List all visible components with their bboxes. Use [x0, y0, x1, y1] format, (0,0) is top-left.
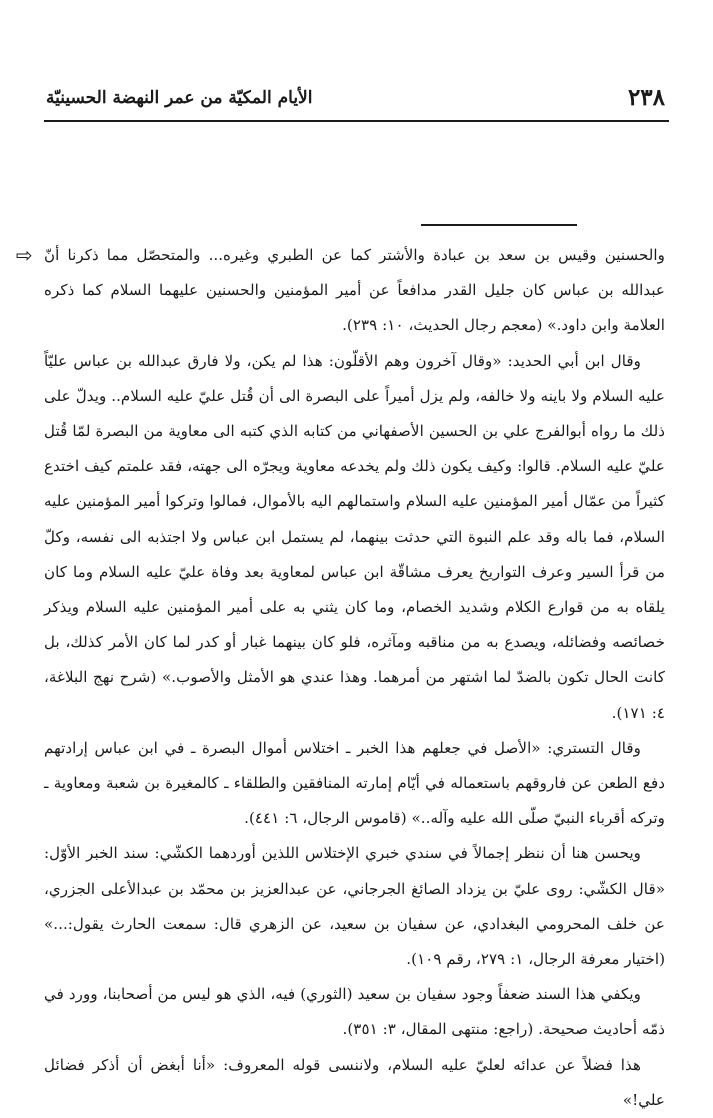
- footnote-paragraph: وقال ابن أبي الحديد: «وقال آخرون وهم الأقلّون: هذا لم يكن، ولا فارق عبدالله بن عباس عليّاً عليه السلام ولا باينه ولا خالفه، ولم يزل أميراً على البصرة الى أن قُتل عليّ عليه السلام.. ويدلّ على ذلك ما رواه أبوالفرج علي بن الحسين الأصفهاني من كتابه الذي كتبه الى معاوية من البصرة لمّا قُتل عليّ عليه السلام. قالوا: وكيف يكون ذلك ولم يخدعه معاوية ويجرّه الى جهته، فقد علمتم كيف اختدع كثيراً من عمّال أمير المؤمنين عليه السلام واستمالهم اليه بالأموال، فمالوا وتركوا أمير المؤمنين عليه السلام، فما باله وقد علم النبوة التي حدثت بينهما، لم يستمل ابن عباس ولا اجتذبه الى نفسه، وكلّ من قرأ السير وعرف التواريخ يعرف مشاقّة ابن عباس لمعاوية بعد وفاة عليّ عليه السلام وما كان يلقاه به من قوارع الكلام وشديد الخصام، وما كان يثني به على أمير المؤمنين عليه السلام ويذكر خصائصه وفضائله، ويصدع به من مناقبه ومآثره، فلو كان بينهما غبار أو كدر لما كان الأمر كذلك، بل كانت الحال تكون بالضدّ لما اشتهر من أمرهما. وهذا عندي هو الأمثل والأصوب.» (شرح نهج البلاغة، ٤: ١٧١).: [44, 351, 665, 722]
- footnote-paragraph: هذا فضلاً عن عدائه لعليّ عليه السلام، ولاننسى قوله المعروف: «أنا أبغض أن أذكر فضائل علي!»: [44, 1055, 665, 1109]
- footnote-separator: [421, 224, 577, 226]
- footnote-paragraph: وقال التستري: «الأصل في جعلهم هذا الخبر ـ اختلاس أموال البصرة ـ في ابن عباس إرادتهم دفع الطعن عن فاروقهم باستعماله في أيّام إمارته المنافقين والطلقاء ـ كالمغيرة بن شعبة ومعاوية ـ وتركه أقرباء النبيّ صلّى الله عليه وآله..» (قاموس الرجال، ٦: ٤٤١).: [44, 738, 665, 828]
- continuation-arrow-icon: ⇨: [16, 243, 33, 267]
- running-header: [44, 84, 669, 122]
- book-title: الأيام المكيّة من عمر النهضة الحسينيّة: [46, 88, 313, 108]
- footnote-paragraph: ويحسن هنا أن ننظر إجمالاً في سندي خبري الإختلاس اللذين أوردهما الكشّي: سند الخبر الأوّل: «قال الكشّي: روى عليّ بن يزداد الصائغ الجرجاني، عن عبدالعزيز بن محمّد بن عبدالأعلى الجزري، عن خلف المحرومي البغدادي، عن سفيان بن سعيد، عن الزهري قال: سمعت الحارث يقول:...» (اختيار معرفة الرجال، ١: ٢٧٩، رقم ١٠٩).: [44, 844, 665, 969]
- footnote-paragraph: والحسنين وقيس بن سعد بن عبادة والأشتر كما عن الطبري وغيره... والمتحصّل مما ذكرنا أنّ عبدالله بن عباس كان جليل القدر مدافعاً عن أمير المؤمنين والحسنين عليهما السلام كما ذكره العلامة وابن داود.» (معجم رجال الحديث، ١٠: ٢٣٩).: [44, 246, 665, 335]
- page-number: ٢٣٨: [627, 84, 665, 111]
- footnote-body: [44, 238, 665, 1118]
- footnote-paragraph: ويكفي هذا السند ضعفاً وجود سفيان بن سعيد (الثوري) فيه، الذي هو ليس من أصحابنا، وورد في ذمّه أحاديث صحيحة. (راجع: منتهى المقال، ٣: ٣٥١).: [44, 985, 665, 1039]
